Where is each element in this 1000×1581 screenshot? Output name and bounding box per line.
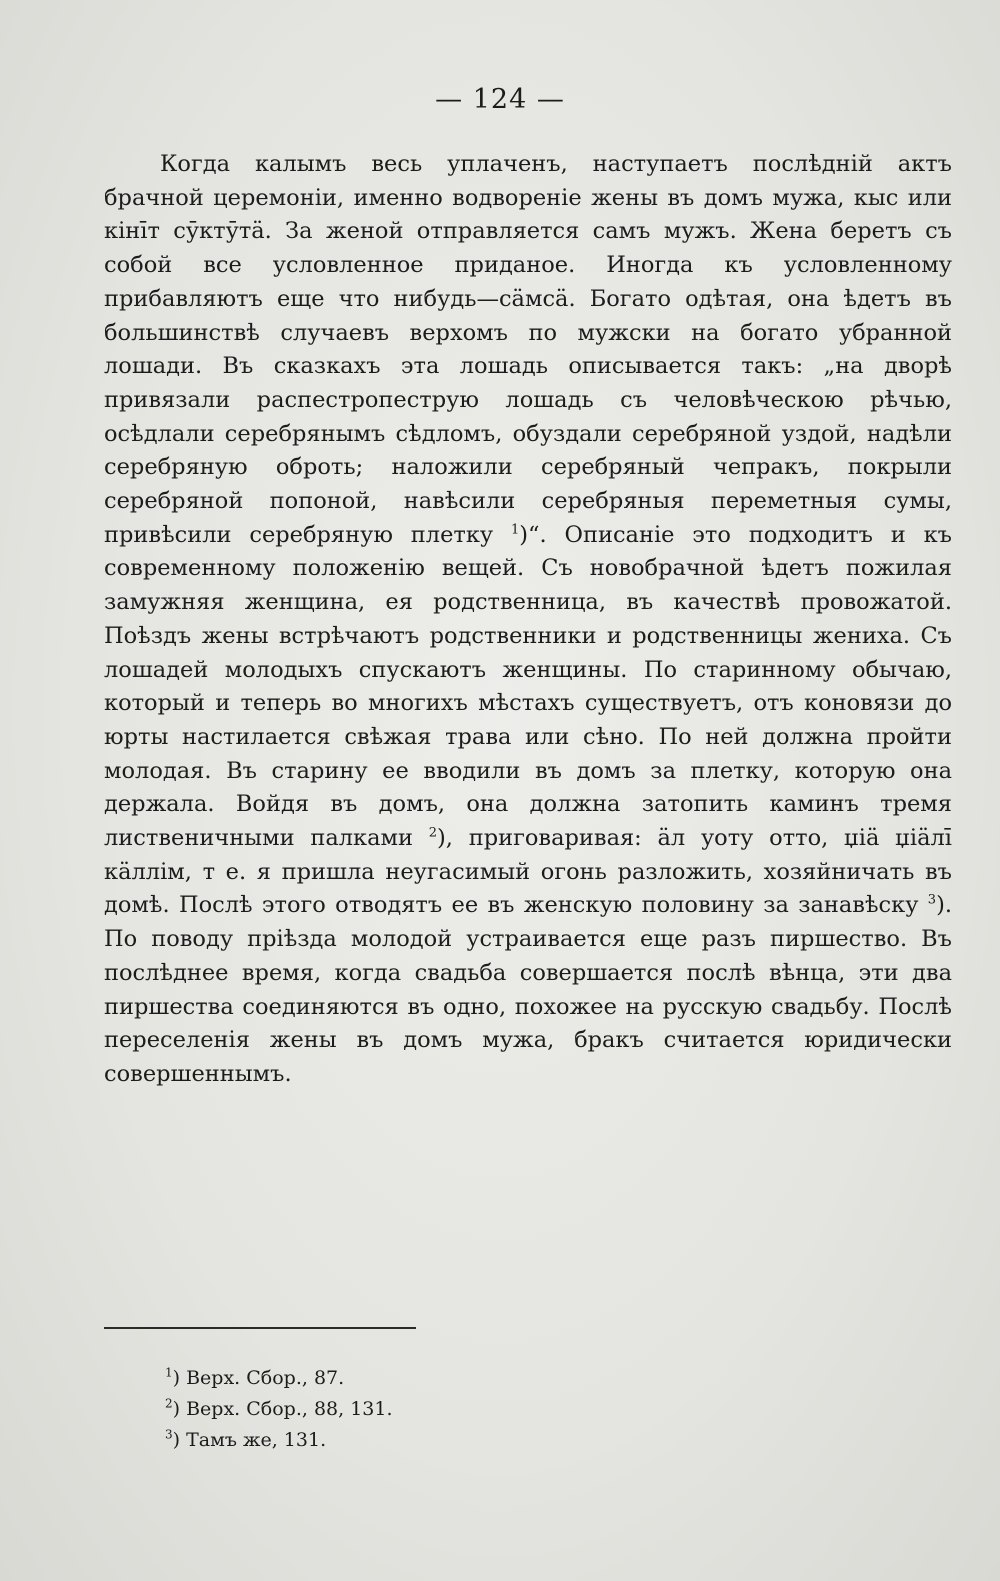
body-text-part-3: ), приговаривая: äл уоту отто, џiä џiäлī кäллiм, т е. я пришла неугасимый огонь разложить, хозяйничать въ домѣ. Послѣ этого отводятъ ее въ женскую половину за занавѣску [104,825,952,919]
footnote-mark: 3 [165,1427,173,1442]
footnote-mark: 1 [165,1365,173,1380]
footnotes [165,1363,765,1456]
footnote-2 [165,1394,765,1425]
footnote-text: ) Тамъ же, 131. [172,1429,327,1451]
footnote-text: ) Верх. Сбор., 88, 131. [172,1398,393,1420]
footnote-ref-2: 2 [428,825,438,841]
page-number: — 124 — [435,84,565,115]
footnote-text: ) Верх. Сбор., 87. [172,1367,345,1389]
body-text-part-4: ). По поводу прiѣзда молодой устраивается еще разъ пиршество. Въ послѣднее время, когда свадьба совершается послѣ вѣнца, эти два пиршества соединяются въ одно, похожее на русскую свадьбу. Послѣ переселенiя жены въ домъ мужа, бракъ считается юридически совершеннымъ. [104,892,952,1087]
footnote-mark: 2 [165,1396,173,1411]
footnote-ref-1: 1 [510,522,520,538]
body-paragraph [104,148,952,1092]
footnote-1 [165,1363,765,1394]
body-text-part-2: )“. Описанiе это подходитъ и къ современному положенiю вещей. Съ новобрачной ѣдетъ пожилая замужняя женщина, ея родственница, въ качествѣ провожатой. Поѣздъ жены встрѣчаютъ родственники и родственницы жениха. Съ лошадей молодыхъ спускаютъ женщины. По старинному обычаю, который и теперь во многихъ мѣстахъ существуетъ, отъ коновязи до юрты настилается свѣжая трава или сѣно. По ней должна пройти молодая. Въ старину ее вводили въ домъ за плетку, которую она держала. Войдя въ домъ, она должна затопить каминъ тремя лиственичными палками [104,521,952,852]
footnote-3 [165,1425,765,1456]
footnote-divider [104,1327,416,1329]
footnote-ref-3: 3 [927,892,937,908]
body-text-part-1: Когда калымъ весь уплаченъ, наступаетъ послѣднiй актъ брачной церемонiи, именно водворенiе жены въ домъ мужа, кыс или кiнīт сӯктӯтä. За женой отправляется самъ мужъ. Жена беретъ съ собой все условленное приданое. Иногда къ условленному прибавляютъ еще что нибудь—сäмсä. Богато одѣтая, она ѣдетъ въ большинствѣ случаевъ верхомъ по мужски на богато убранной лошади. Въ сказкахъ эта лошадь описывается такъ: „на дворѣ привязали распестропеструю лошадь съ человѣческою рѣчью, осѣдлали серебрянымъ сѣдломъ, обуздали серебряной уздой, надѣли серебряную оброть; наложили серебряный чепракъ, покрыли серебряной попоной, навѣсили серебряныя переметныя сумы, привѣсили серебряную плетку [104,151,952,548]
